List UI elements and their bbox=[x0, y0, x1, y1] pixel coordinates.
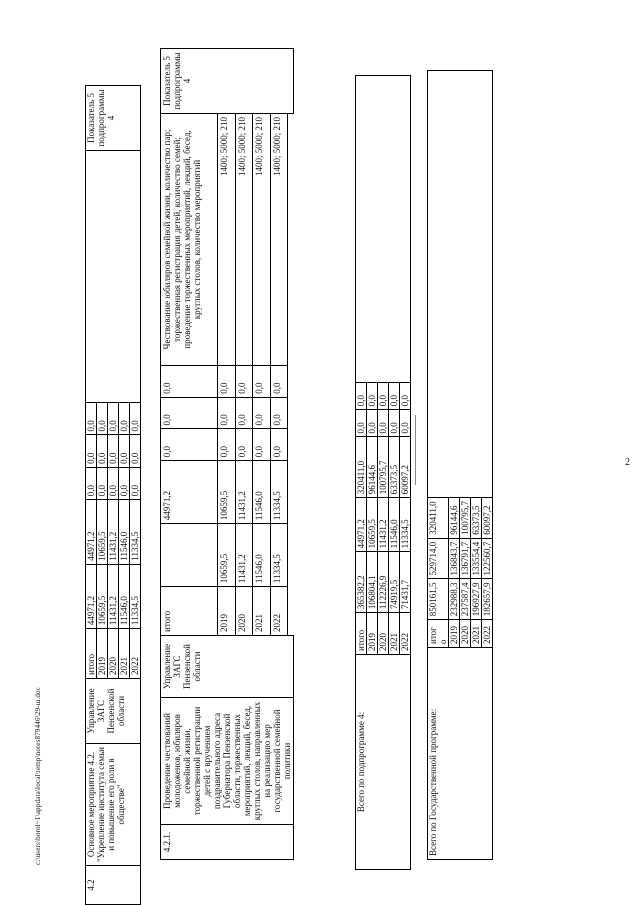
result-value: 1400; 5000; 210 bbox=[253, 114, 270, 366]
value-cell: 0,0 bbox=[270, 397, 287, 429]
regional-cell: 136791,7 bbox=[460, 538, 471, 579]
value-cell: 0,0 bbox=[97, 467, 108, 499]
value-cell: 0,0 bbox=[86, 435, 97, 467]
value-cell: 63373,5 bbox=[471, 498, 482, 539]
value-cell: 63373,5 bbox=[389, 437, 400, 498]
grand-total-label: Всего по Государственной программе: bbox=[428, 648, 493, 860]
regional-cell: 11334,5 bbox=[270, 461, 287, 524]
year-cell: 2020 bbox=[108, 629, 119, 679]
value-cell: 0,0 bbox=[119, 435, 130, 467]
regional-cell: 11334,5 bbox=[400, 498, 411, 552]
total-cell: 106804,1 bbox=[367, 552, 378, 613]
value-cell: 0,0 bbox=[253, 397, 270, 429]
total-cell: 11431,2 bbox=[108, 564, 119, 628]
year-cell: 2021 bbox=[389, 613, 400, 655]
value-cell: 0,0 bbox=[119, 403, 130, 435]
year-cell: итого bbox=[356, 613, 367, 655]
value-cell: 100795,7 bbox=[378, 437, 389, 498]
value-cell: 0,0 bbox=[119, 467, 130, 499]
year-cell: 2022 bbox=[130, 629, 141, 679]
value-cell: 0,0 bbox=[367, 383, 378, 410]
regional-cell: 10659,5 bbox=[367, 498, 378, 552]
event-name: Проведение чествований молодоженов, юбиляров семейной жизни, торжественной регистрации детей с вручением поздравительного адреса Губернатора Пензенской области, торжественных мероприятий, лекций, бесед, круглых столов, направленных на реализацию мер государственной семейной политики bbox=[161, 698, 294, 825]
value-cell: 0,0 bbox=[97, 435, 108, 467]
year-cell: 2019 bbox=[367, 613, 378, 655]
table-main-event-4-2 bbox=[85, 85, 141, 905]
value-cell: 0,0 bbox=[86, 467, 97, 499]
total-cell: 182657,9 bbox=[482, 579, 493, 620]
total-cell: 10659,5 bbox=[218, 524, 235, 587]
total-cell: 11431,2 bbox=[235, 524, 252, 587]
regional-cell: 11546,0 bbox=[389, 498, 400, 552]
regional-cell: 11546,0 bbox=[119, 500, 130, 564]
value-cell: 0,0 bbox=[378, 383, 389, 410]
regional-cell: 122560,7 bbox=[482, 538, 493, 579]
total-cell bbox=[161, 524, 218, 587]
year-cell: итого bbox=[86, 629, 97, 679]
total-cell: 11334,5 bbox=[270, 524, 287, 587]
value-cell: 0,0 bbox=[367, 410, 378, 437]
indicator: Показатель 5 подпрограммы 4 bbox=[161, 49, 294, 114]
value-cell: 0,0 bbox=[108, 435, 119, 467]
year-cell: 2022 bbox=[400, 613, 411, 655]
total-cell: 10659,5 bbox=[97, 564, 108, 628]
value-cell: 0,0 bbox=[86, 403, 97, 435]
value-cell: 0,0 bbox=[161, 397, 218, 429]
value-cell: 0,0 bbox=[400, 383, 411, 410]
result-heading: Чествование юбиляров семейной жизни, количество пар; торжественная регистрация детей, количество семей; проведение торжественных мероприятий, лекций, бесед, круглых столов, количество мероприятий bbox=[161, 114, 218, 366]
total-cell: 112226,9 bbox=[378, 552, 389, 613]
value-cell: 0,0 bbox=[270, 429, 287, 461]
value-cell: 320411,0 bbox=[356, 437, 367, 498]
value-cell: 0,0 bbox=[97, 403, 108, 435]
result-value: 1400; 5000; 210 bbox=[235, 114, 252, 366]
regional-cell: 11431,2 bbox=[108, 500, 119, 564]
year-cell: 2021 bbox=[119, 629, 130, 679]
regional-cell: 11334,5 bbox=[130, 500, 141, 564]
executor: Управление ЗАГС Пензенской области bbox=[161, 636, 294, 698]
value-cell: 0,0 bbox=[218, 397, 235, 429]
value-cell: 0,0 bbox=[356, 383, 367, 410]
total-cell: 196927,9 bbox=[471, 579, 482, 620]
value-cell: 0,0 bbox=[253, 429, 270, 461]
result-value: 1400; 5000; 210 bbox=[218, 114, 235, 366]
value-cell: 0,0 bbox=[378, 410, 389, 437]
executor: Управление ЗАГС Пензенской области bbox=[86, 679, 141, 744]
value-cell: 100795,7 bbox=[460, 498, 471, 539]
regional-cell: 44971,2 bbox=[86, 500, 97, 564]
year-cell: 2019 bbox=[97, 629, 108, 679]
value-cell: 0,0 bbox=[218, 366, 235, 398]
year-cell: 2020 bbox=[235, 587, 252, 636]
year-cell: 2020 bbox=[460, 620, 471, 648]
value-cell: 0,0 bbox=[108, 467, 119, 499]
value-cell: 0,0 bbox=[253, 366, 270, 398]
footer-path: c:\users\borol~1\appdata\local\temp\notes879446\29-ш.doc bbox=[34, 686, 42, 865]
value-cell: 0,0 bbox=[389, 410, 400, 437]
value-cell: 0,0 bbox=[108, 403, 119, 435]
subtotal-label: Всего по подпрограмме 4: bbox=[356, 655, 411, 870]
indicator: Показатель 5 подпрограммы 4 bbox=[86, 86, 141, 151]
value-cell: 0,0 bbox=[161, 429, 218, 461]
value-cell: 0,0 bbox=[235, 397, 252, 429]
value-cell: 96144,6 bbox=[367, 437, 378, 498]
year-cell: итог о bbox=[428, 620, 449, 648]
value-cell: 96144,6 bbox=[449, 498, 460, 539]
empty-cell bbox=[428, 71, 493, 498]
value-cell: 0,0 bbox=[356, 410, 367, 437]
result-value: 1400; 5000; 210 bbox=[270, 114, 287, 366]
total-cell: 11334,5 bbox=[130, 564, 141, 628]
year-cell: 2022 bbox=[270, 587, 287, 636]
value-cell: 0,0 bbox=[270, 366, 287, 398]
result-cell bbox=[86, 151, 141, 403]
divider-line bbox=[415, 415, 416, 485]
table-program-total bbox=[427, 70, 493, 860]
table-event-4-2-1 bbox=[160, 48, 294, 860]
regional-cell: 133554,4 bbox=[471, 538, 482, 579]
total-cell: 11546,0 bbox=[119, 564, 130, 628]
year-cell: 2021 bbox=[253, 587, 270, 636]
total-cell: 237587,4 bbox=[460, 579, 471, 620]
value-cell: 0,0 bbox=[130, 403, 141, 435]
total-cell: 44971,2 bbox=[86, 564, 97, 628]
year-cell: 2020 bbox=[378, 613, 389, 655]
total-cell: 850161,5 bbox=[428, 579, 449, 620]
page-number: 2 bbox=[625, 457, 630, 468]
row-number: 4.2 bbox=[86, 866, 141, 905]
value-cell: 0,0 bbox=[161, 366, 218, 398]
table-subprogram-total bbox=[355, 75, 411, 870]
regional-cell: 11546,0 bbox=[253, 461, 270, 524]
event-name: Основное мероприятие 4.2. "Укрепление института семьи и повышение его роли в обществе" bbox=[86, 744, 141, 866]
regional-cell: 136843,7 bbox=[449, 538, 460, 579]
row-number: 4.2.1. bbox=[161, 825, 294, 860]
value-cell: 60097,2 bbox=[482, 498, 493, 539]
year-cell: 2019 bbox=[218, 587, 235, 636]
value-cell: 0,0 bbox=[389, 383, 400, 410]
total-cell: 71431,7 bbox=[400, 552, 411, 613]
value-cell: 0,0 bbox=[130, 467, 141, 499]
spacer bbox=[288, 114, 294, 636]
empty-cell bbox=[356, 76, 411, 383]
total-cell: 365382,2 bbox=[356, 552, 367, 613]
year-cell: 2021 bbox=[471, 620, 482, 648]
regional-cell: 44971,2 bbox=[356, 498, 367, 552]
value-cell: 0,0 bbox=[235, 429, 252, 461]
value-cell: 320411,0 bbox=[428, 498, 449, 539]
value-cell: 0,0 bbox=[400, 410, 411, 437]
value-cell: 60097,2 bbox=[400, 437, 411, 498]
total-cell: 232988,3 bbox=[449, 579, 460, 620]
year-cell: итого bbox=[161, 587, 218, 636]
regional-cell: 11431,2 bbox=[378, 498, 389, 552]
year-cell: 2019 bbox=[449, 620, 460, 648]
value-cell: 0,0 bbox=[235, 366, 252, 398]
regional-cell: 11431,2 bbox=[235, 461, 252, 524]
year-cell: 2022 bbox=[482, 620, 493, 648]
total-cell: 74919,5 bbox=[389, 552, 400, 613]
regional-cell: 10659,5 bbox=[218, 461, 235, 524]
total-cell: 11546,0 bbox=[253, 524, 270, 587]
regional-cell: 529714,0 bbox=[428, 538, 449, 579]
regional-cell: 10659,5 bbox=[97, 500, 108, 564]
value-cell: 0,0 bbox=[130, 435, 141, 467]
value-cell: 0,0 bbox=[218, 429, 235, 461]
regional-cell: 44971,2 bbox=[161, 461, 218, 524]
